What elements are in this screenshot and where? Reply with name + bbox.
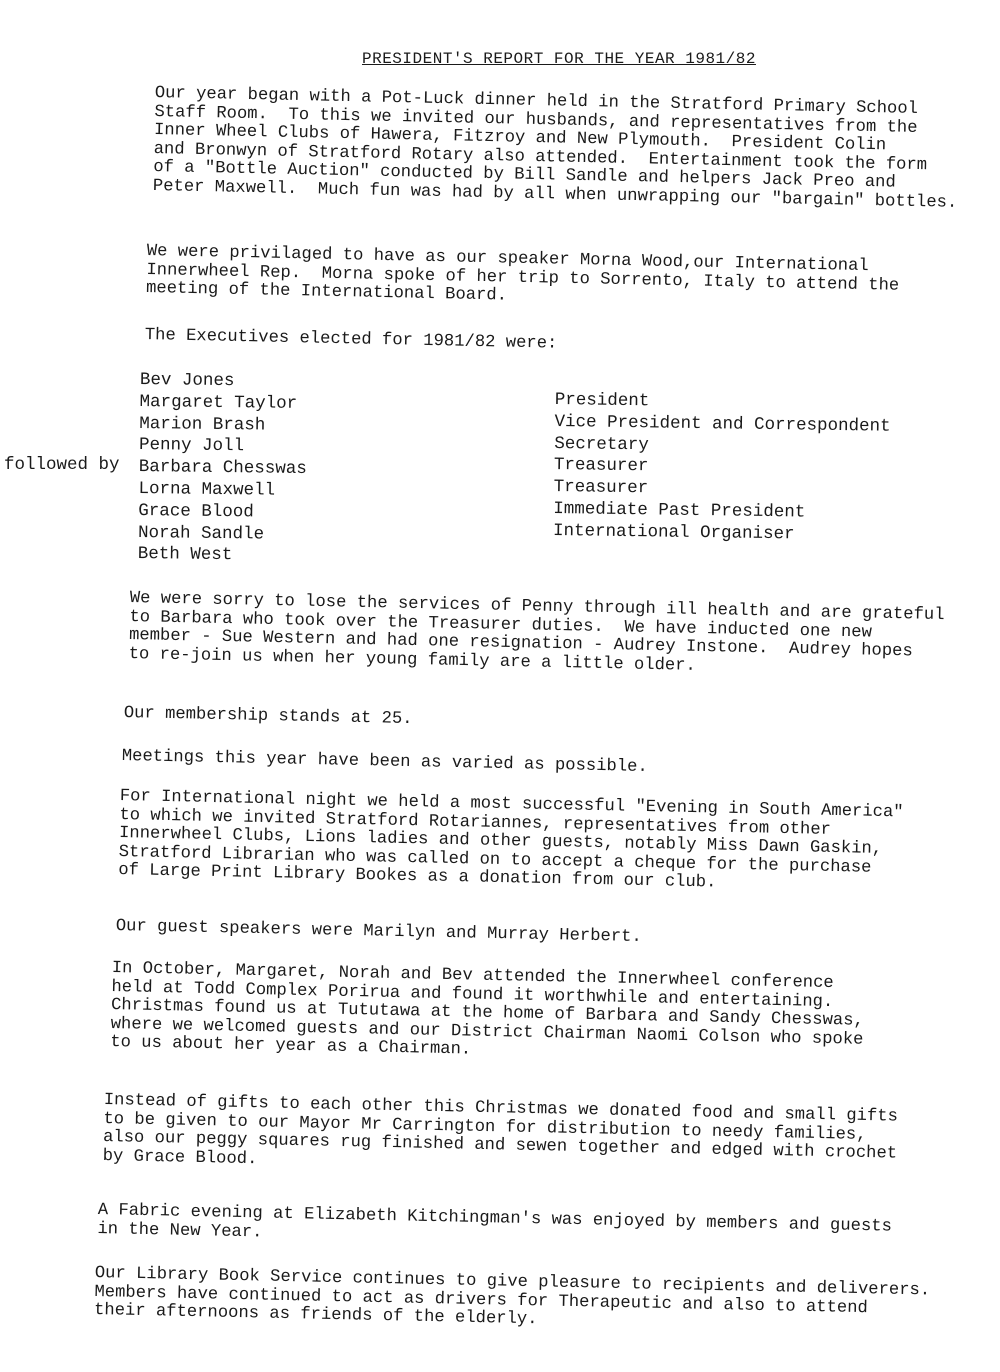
paragraph-executives-intro: The Executives elected for 1981/82 were: <box>144 326 558 354</box>
followed-by-label: followed by <box>4 455 120 475</box>
paragraph-treasurer-change: We were sorry to lose the services of Penny through ill health and are grateful to Barbara who took over the Treasurer duties. We have inducted one new member - Sue Western and had one resignation - Audrey Instone. Audrey hopes to re-join us when her young family are a little older. <box>128 589 945 676</box>
executive-roles-list: President Vice President and Correspondent Secretary Treasurer Treasurer Immediate Past President International Organiser <box>552 390 891 545</box>
paragraph-meetings: Meetings this year have been as varied as possible. <box>121 747 648 778</box>
paragraph-fabric-evening: A Fabric evening at Elizabeth Kitchingman's was enjoyed by members and guests in the New Year. <box>97 1201 893 1242</box>
paragraph-guest-speakers: Our guest speakers were Marilyn and Murray Herbert. <box>115 917 642 948</box>
paragraph-conference-christmas: In October, Margaret, Norah and Bev attended the Innerwheel conference held at Todd Complex Porirua and found it worthwhile and entertaining. Christmas found us at Tututawa at the home of Barbara and Sandy Chesswas, where we welcomed guests and our District Chairman Naomi Colson who spoke to us about her year as a Chairman. <box>110 959 865 1060</box>
paragraph-library-service: Our Library Book Service continues to give pleasure to recipients and deliverers. Members have continued to act as drivers for Therapeutic and also to attend their afternoons as friends of the elderly. <box>93 1264 931 1330</box>
paragraph-membership: Our membership stands at 25. <box>123 704 413 730</box>
executive-names-list: Bev Jones Margaret Taylor Marion Brash Penny Joll Barbara Chesswas Lorna Maxwell Grace Blood Norah Sandle Beth West <box>137 370 307 566</box>
paragraph-international-night: For International night we held a most successful "Evening in South America" to which we invited Stratford Rotariannes, representatives from other Innerwheel Clubs, Lions ladies and other guests, notably Miss Dawn Gaskin, Stratford Librarian who was called on to accept a cheque for the purchase of Large Print Library Bookes as a donation from our club. <box>118 787 904 893</box>
paragraph-christmas-gifts: Instead of gifts to each other this Christmas we donated food and small gifts to be given to our Mayor Mr Carrington for distribution to needy families, also our peggy squares rug finished and sewen together and edged with crochet by Grace Blood. <box>102 1091 899 1169</box>
paragraph-speaker: We were privilaged to have as our speaker Morna Wood,our International Innerwheel Rep. Morna spoke of her trip to Sorrento, Italy to attend the meeting of the International Board. <box>145 242 900 306</box>
paragraph-potluck-dinner: Our year began with a Pot-Luck dinner held in the Stratford Primary School Staff Room. To this we invited our husbands, and representatives from the Inner Wheel Clubs of Hawera, Fitzroy and New Plymouth. President Colin and Bronwyn of Stratford Rotary also attended. Entertainment took the form of a "Bottle Auction" conducted by Bill Sandle and helpers Jack Preo and Peter Maxwell. Much fun was had by all when unwrapping our "bargain" bottles. <box>152 84 958 213</box>
report-title: PRESIDENT'S REPORT FOR THE YEAR 1981/82 <box>362 50 756 68</box>
